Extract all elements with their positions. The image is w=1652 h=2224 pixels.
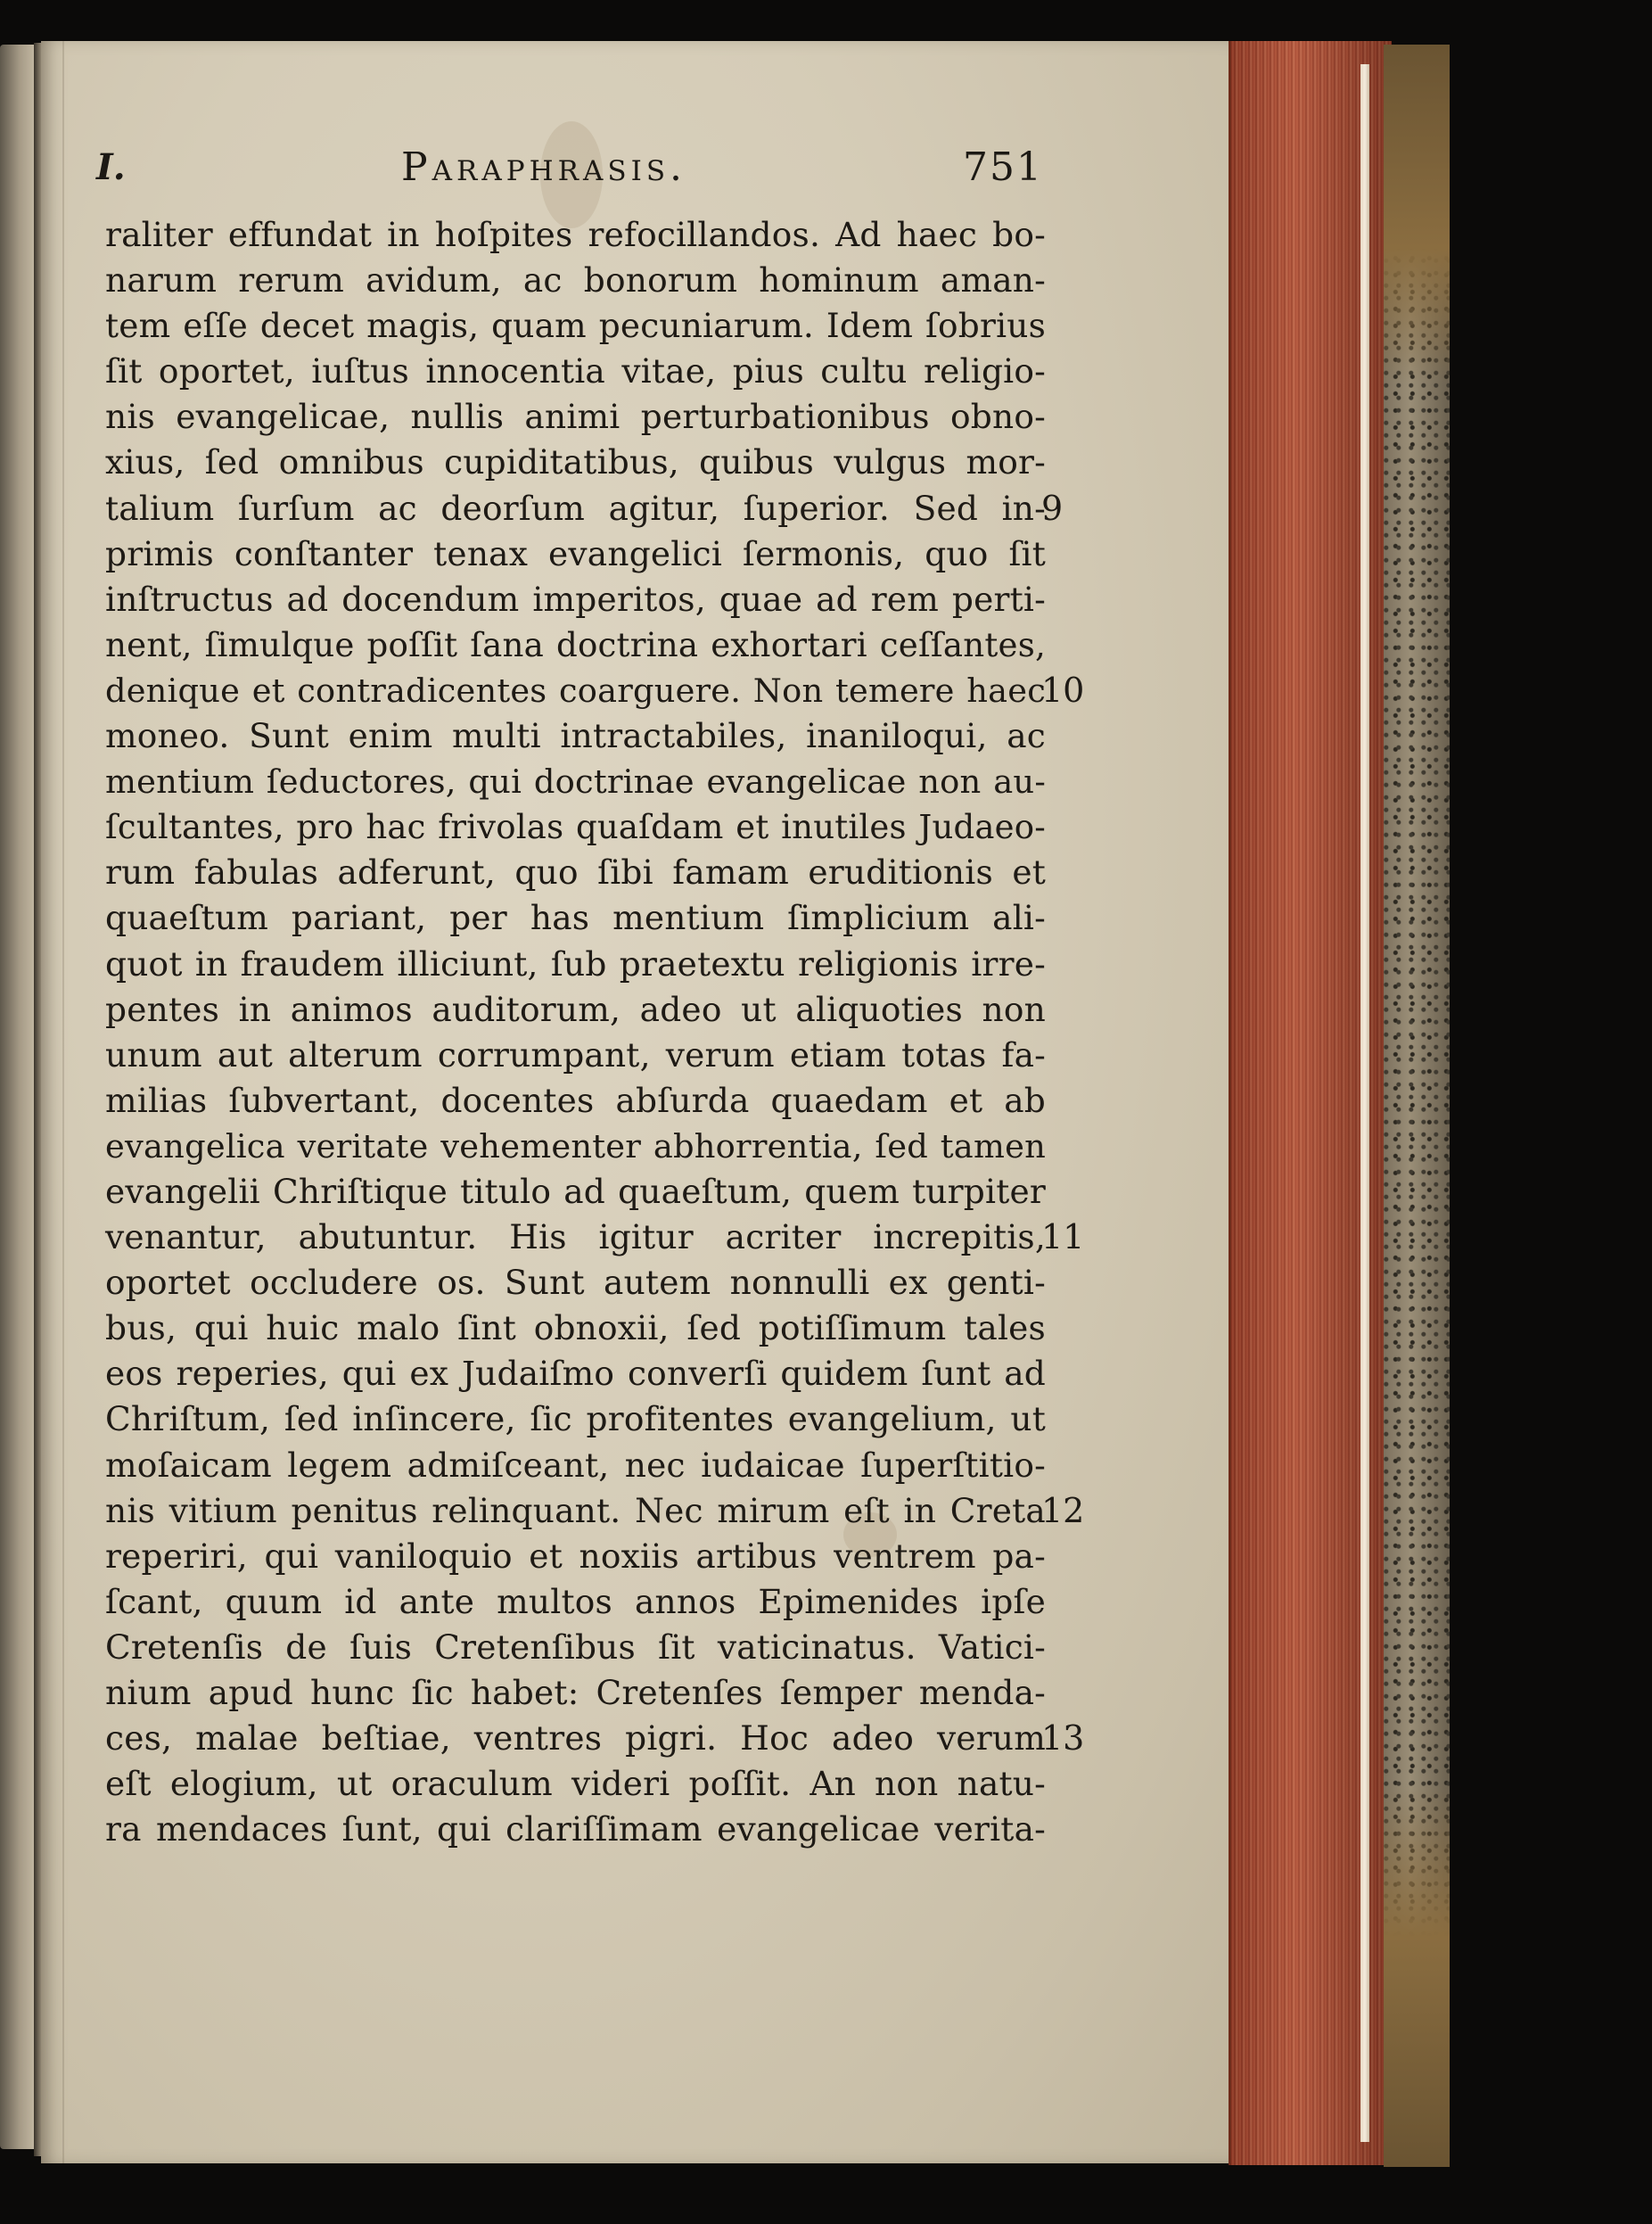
verse-number: 10 — [1041, 671, 1085, 710]
facing-page-edge — [0, 45, 36, 2149]
text-line: xius, ſed omnibus cupiditatibus, quibus vulgus mor- — [105, 442, 1046, 482]
text-line: bus, qui huic malo ſint obnoxii, ſed potiſſimum tales — [105, 1308, 1046, 1348]
text-line: evangelica veritate vehementer abhorrentia, ſed tamen — [105, 1126, 1046, 1166]
text-line: nis evangelicae, nullis animi perturbationibus obno- — [105, 397, 1046, 437]
text-line: raliter effundat in hoſpites refocillandos. Ad haec bo- — [105, 215, 1046, 254]
text-line: reperiri, qui vaniloquio et noxiis artibus ventrem pa- — [105, 1536, 1046, 1576]
page-fold — [62, 41, 64, 2163]
text-line: rum fabulas adferunt, quo ſibi famam eruditionis et — [105, 853, 1046, 893]
text-line: ſcultantes, pro hac frivolas quaſdam et inutiles Judaeo- — [105, 808, 1046, 847]
verse-number: 11 — [1041, 1217, 1085, 1257]
text-line: moſaicam legem admiſceant, nec iudaicae ſuperſtitio- — [105, 1445, 1046, 1485]
text-line: venantur, abutuntur. His igitur acriter increpitis, — [105, 1217, 1046, 1257]
text-line: quot in fraudem illiciunt, ſub praetextu religionis irre- — [105, 943, 1046, 984]
text-line: mentium ſeductores, qui doctrinae evangelicae non au- — [105, 762, 1046, 802]
text-line: nent, ſimulque poſſit ſana doctrina exhortari ceſſantes, — [105, 624, 1046, 664]
text-line: Cretenſis de ſuis Cretenſibus ſit vaticinatus. Vatici- — [105, 1627, 1046, 1667]
text-line: ces, malae beſtiae, ventres pigri. Hoc adeo verum — [105, 1718, 1046, 1759]
text-line: primis conſtanter tenax evangelici ſermonis, quo ſit — [105, 533, 1046, 573]
verse-number: 12 — [1041, 1490, 1085, 1530]
text-line: oportet occludere os. Sunt autem nonnulli ex genti- — [105, 1263, 1046, 1303]
text-line: eſt elogium, ut oraculum videri poſſit. An non natu- — [105, 1764, 1046, 1804]
text-line: ſcant, quum id ante multos annos Epimenides ipſe — [105, 1581, 1046, 1621]
text-line: ſit oportet, iuſtus innocentia vitae, pius cultu religio- — [105, 351, 1046, 391]
text-line: quaeſtum pariant, per has mentium ſimplicium ali- — [105, 898, 1046, 938]
text-line: pentes in animos auditorum, adeo ut aliquoties non — [105, 989, 1046, 1029]
text-line: tem eſſe decet magis, quam pecuniarum. Idem ſobrius — [105, 306, 1046, 346]
text-line: inſtructus ad docendum imperitos, quae ad rem perti- — [105, 579, 1046, 619]
text-line: nium apud hunc ſic habet: Cretenſes ſemper menda- — [105, 1673, 1046, 1712]
running-title: Paraphrasis. — [401, 144, 687, 190]
text-line: eos reperies, qui ex Judaiſmo converſi quidem ſunt ad — [105, 1354, 1046, 1394]
verse-number: 13 — [1041, 1718, 1085, 1759]
text-line: narum rerum avidum, ac bonorum hominum aman- — [105, 260, 1046, 301]
text-line: moneo. Sunt enim multi intractabiles, inaniloqui, ac — [105, 716, 1046, 756]
chapter-marker: I. — [96, 146, 126, 188]
text-line: evangelii Chriſtique titulo ad quaeſtum, quem turpiter — [105, 1171, 1046, 1211]
cover-board-top — [1384, 45, 1450, 383]
page-number: 751 — [963, 144, 1043, 190]
endpaper-edge — [1360, 64, 1369, 2142]
text-line: ra mendaces ſunt, qui clariſſimam evangelicae verita- — [105, 1809, 1046, 1849]
text-line: Chriſtum, ſed inſincere, ſic profitentes evangelium, ut — [105, 1399, 1046, 1439]
text-line: nis vitium penitus relinquant. Nec mirum eſt in Creta — [105, 1490, 1046, 1530]
cover-board-bottom — [1384, 1783, 1450, 2167]
text-line: unum aut alterum corrumpant, verum etiam totas fa- — [105, 1034, 1046, 1075]
verse-number: 9 — [1041, 488, 1064, 528]
text-line: talium ſurſum ac deorſum agitur, ſuperior. Sed in- — [105, 488, 1046, 528]
text-line: denique et contradicentes coarguere. Non temere haec — [105, 671, 1046, 710]
body-text — [105, 212, 1046, 1852]
text-line: milias ſubvertant, docentes abſurda quaedam et ab — [105, 1080, 1046, 1120]
